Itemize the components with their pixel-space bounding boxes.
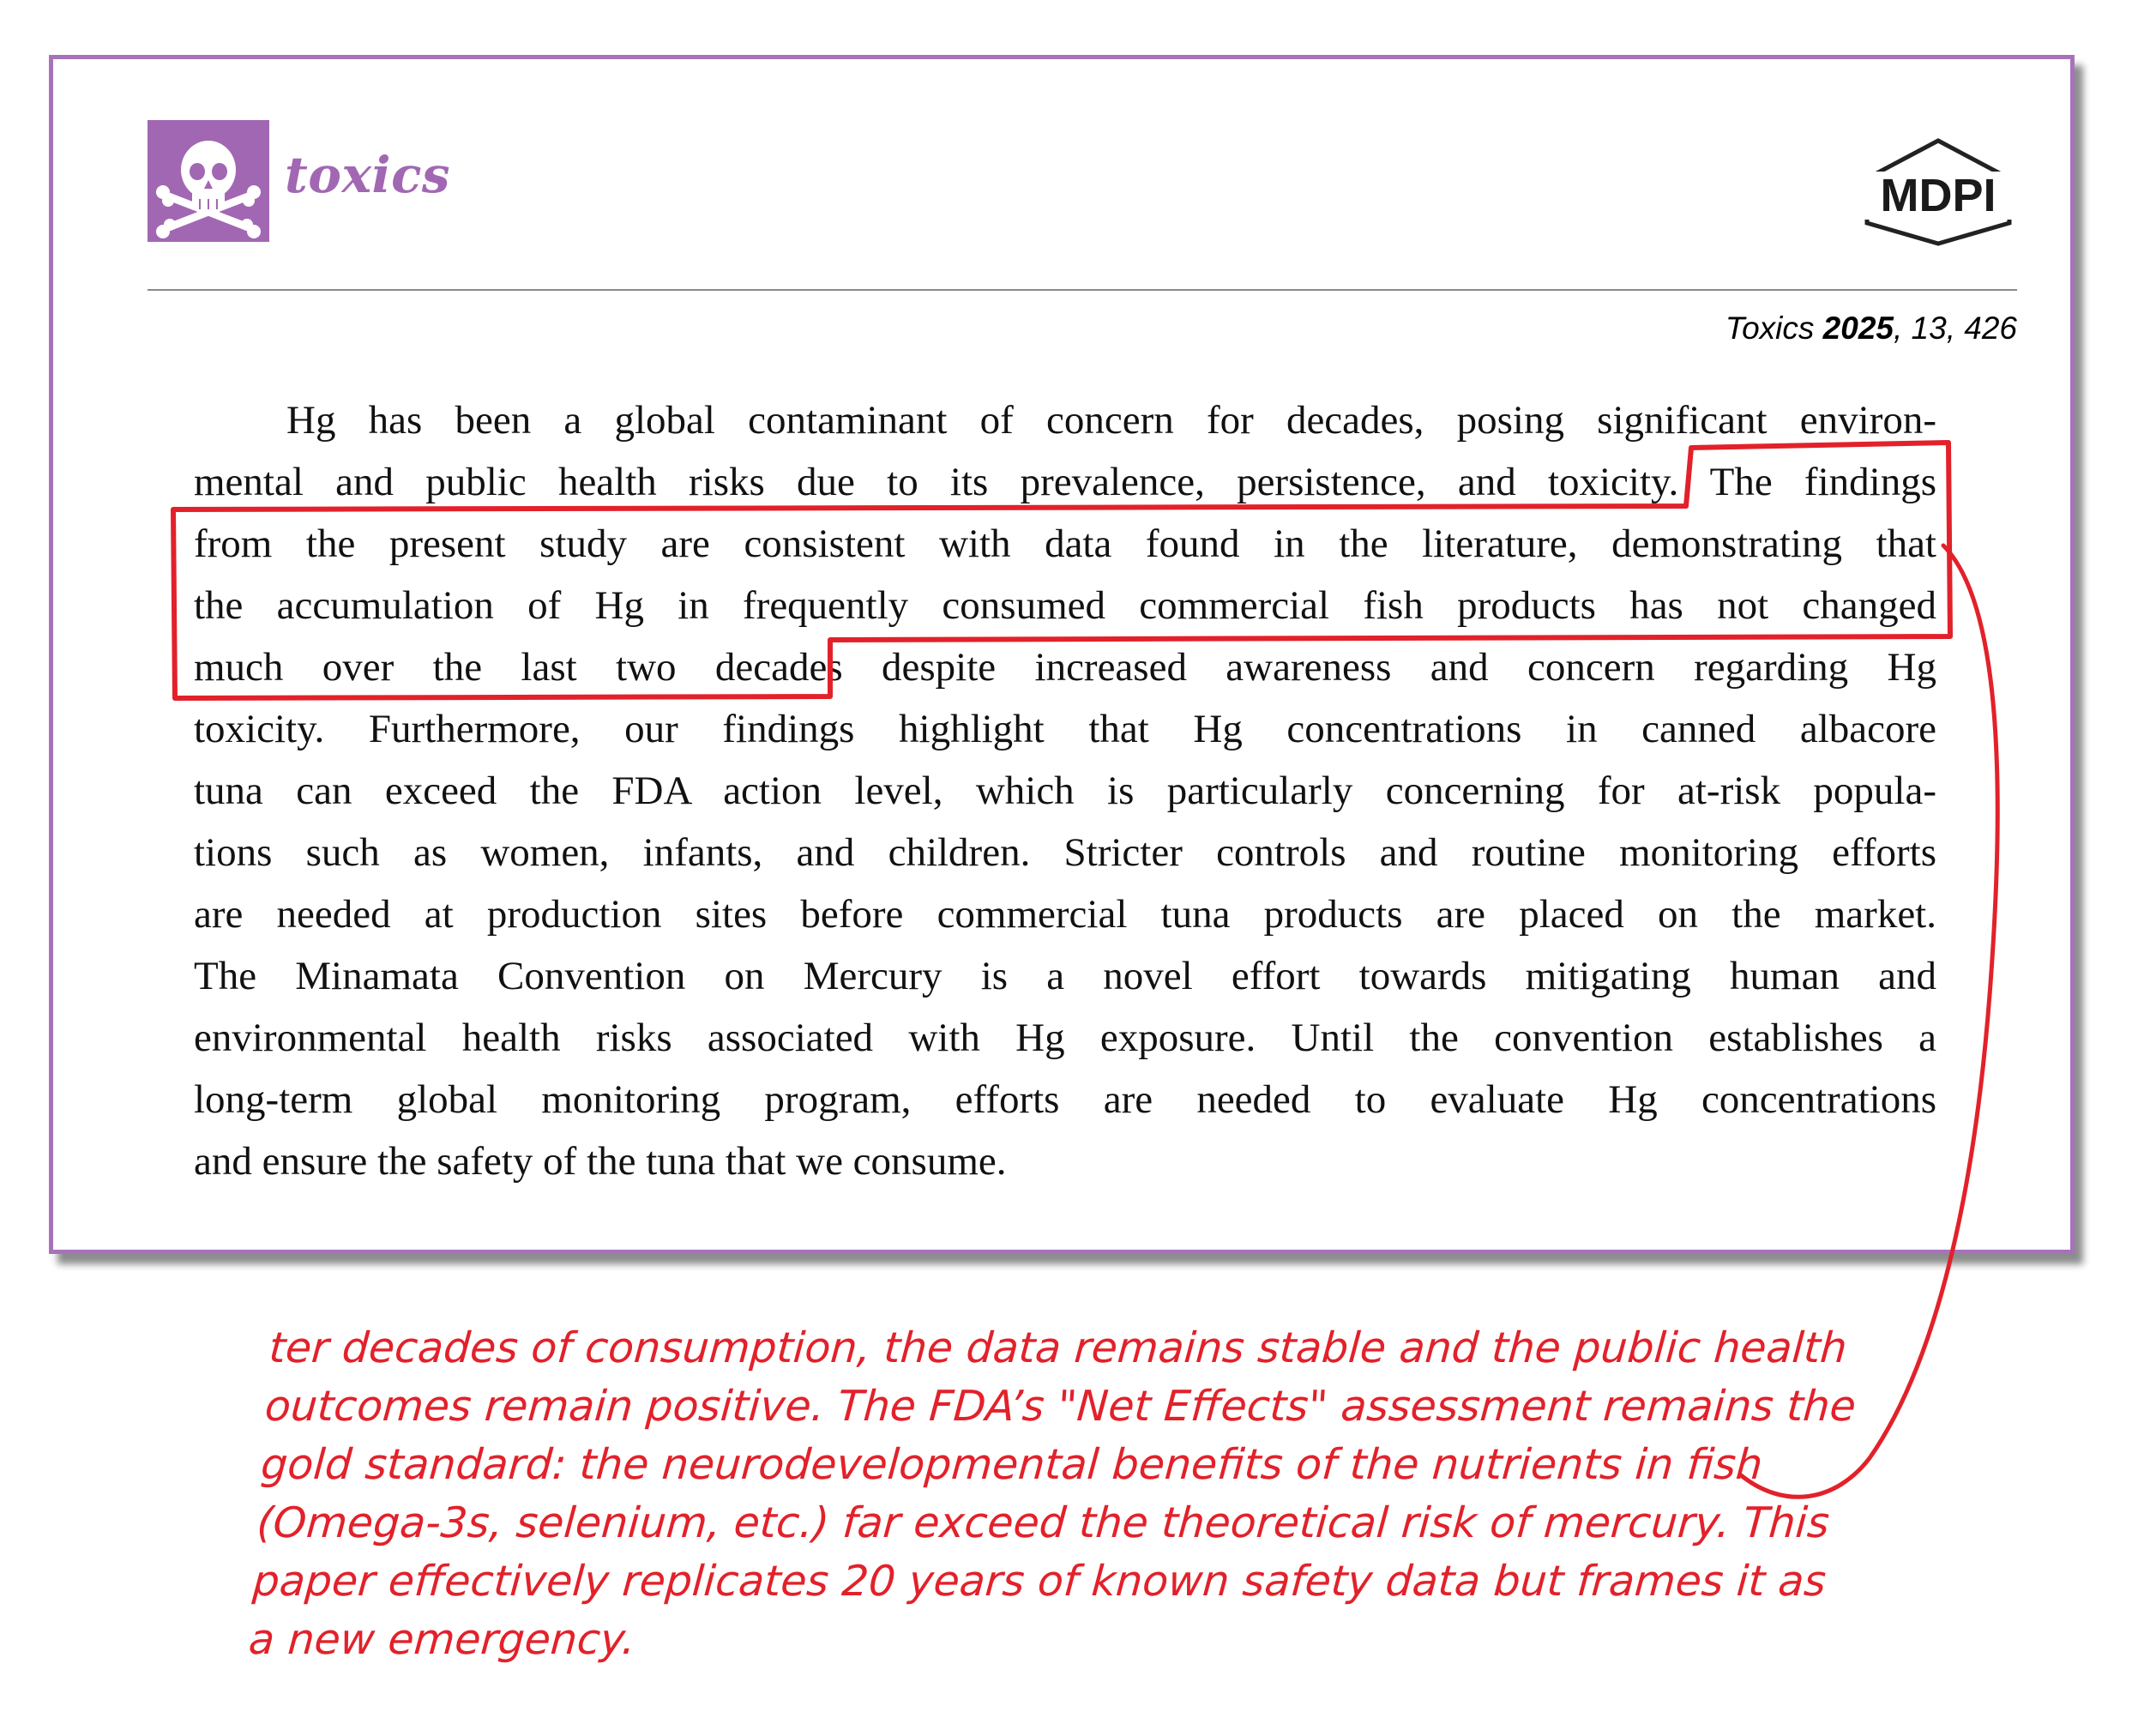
annotation-line: paper effectively replicates 20 years of known safety data but frames it as	[250, 1557, 1828, 1606]
body-line: tuna can exceed the FDA action level, which is particularly concerning for at-risk popula-	[194, 769, 1936, 813]
annotation-line: ter decades of consumption, the data remains stable and the public health	[267, 1323, 1849, 1372]
body-line: from the present study are consistent with data found in the literature, demonstrating that	[194, 521, 1936, 566]
body-line: long-term global monitoring program, efforts are needed to evaluate Hg concentrations	[194, 1077, 1936, 1122]
journal-name: toxics	[285, 146, 451, 204]
highlight-box	[173, 443, 1950, 698]
body-line: Hg has been a global contaminant of concern for decades, posing significant environ-	[286, 398, 1936, 443]
body-line: tions such as women, infants, and children. Stricter controls and routine monitoring efforts	[194, 830, 1936, 875]
body-line: environmental health risks associated with Hg exposure. Until the convention establishes a	[194, 1016, 1936, 1060]
handwritten-annotation	[247, 1319, 1901, 1669]
body-line: The Minamata Convention on Mercury is a novel effort towards mitigating human and	[194, 954, 1936, 998]
annotation-line: (Omega-3s, selenium, etc.) far exceed the theoretical risk of mercury. This	[255, 1498, 1831, 1547]
mdpi-logo-text: MDPI	[1880, 170, 1996, 221]
body-line: the accumulation of Hg in frequently consumed commercial fish products has not changed	[194, 583, 1936, 628]
citation-journal: Toxics	[1725, 310, 1815, 346]
citation-year: 2025	[1822, 310, 1894, 346]
body-line: much over the last two decades despite increased awareness and concern regarding Hg	[194, 645, 1936, 690]
body-line: toxicity. Furthermore, our findings highlight that Hg concentrations in canned albacore	[194, 707, 1936, 751]
body-line: are needed at production sites before commercial tuna products are placed on the market.	[194, 892, 1936, 937]
annotation-line: a new emergency.	[247, 1615, 637, 1664]
body-line: mental and public health risks due to its prevalence, persistence, and toxicity. The findings	[194, 460, 1936, 504]
annotation-line: outcomes remain positive. The FDA’s "Net Effects" assessment remains the	[263, 1382, 1858, 1431]
citation-volume: , 13, 426	[1893, 310, 2017, 346]
annotation-line: gold standard: the neurodevelopmental benefits of the nutrients in fish	[259, 1440, 1765, 1489]
body-line: and ensure the safety of the tuna that we consume.	[194, 1139, 1007, 1184]
